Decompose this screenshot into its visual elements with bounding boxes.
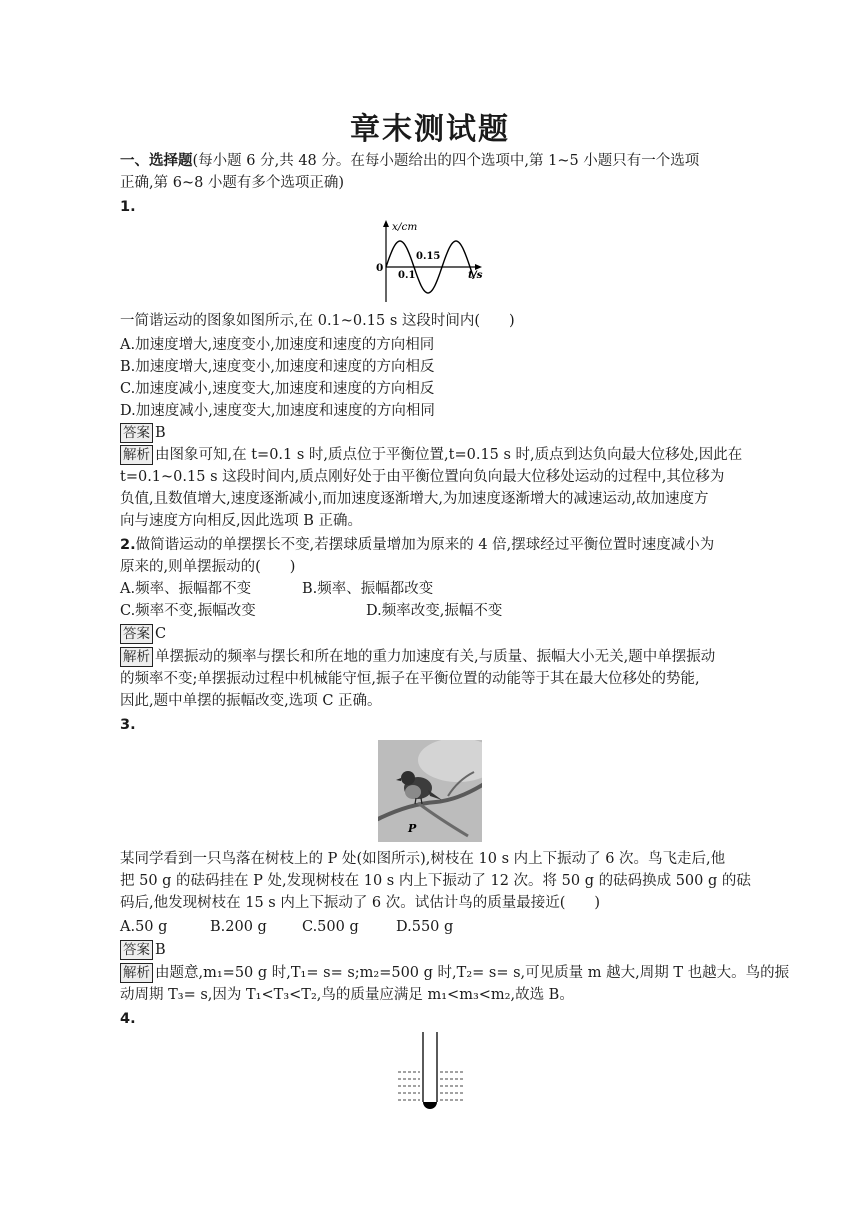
q1-option-a: A.加速度增大,速度变小,加速度和速度的方向相同 bbox=[120, 337, 435, 353]
analysis-tag: 解析 bbox=[120, 963, 153, 983]
q4-number: 4. bbox=[120, 1011, 136, 1027]
q3-answer bbox=[120, 939, 760, 961]
q2-stem-2: 原来的,则单摆振动的( ) bbox=[120, 559, 296, 575]
q2-options-row-1 bbox=[120, 578, 760, 600]
section-heading: 一、选择题 bbox=[120, 153, 193, 169]
q3-stem-3: 码后,他发现树枝在 15 s 内上下振动了 6 次。试估计鸟的质量最接近( ) bbox=[120, 895, 601, 911]
q3-stem-1: 某同学看到一只鸟落在树枝上的 P 处(如图所示),树枝在 10 s 内上下振动了 6 次。鸟飞走后,他 bbox=[120, 851, 726, 867]
point-p-label: P bbox=[408, 822, 417, 835]
q2-option-b: B.频率、振幅都改变 bbox=[302, 581, 434, 597]
answer-tag: 答案 bbox=[120, 940, 153, 960]
q1-option-b: B.加速度增大,速度变小,加速度和速度的方向相反 bbox=[120, 359, 435, 375]
q1-number: 1. bbox=[120, 199, 136, 215]
y-axis-label: x/cm bbox=[392, 221, 418, 233]
q1-sine-graph bbox=[372, 218, 492, 304]
answer-tag: 答案 bbox=[120, 624, 153, 644]
q2-option-c: C.频率不变,振幅改变 bbox=[120, 603, 256, 619]
q2-answer bbox=[120, 623, 760, 645]
q3-option-d: D.550 g bbox=[396, 919, 454, 935]
tick-0-15: 0.15 bbox=[416, 251, 441, 262]
q1-answer-value: B bbox=[155, 425, 166, 441]
q1-analysis-3: 负值,且数值增大,速度逐渐减小,而加速度逐渐增大,为加速度逐渐增大的减速运动,故加速度方 bbox=[120, 491, 709, 507]
q3-number: 3. bbox=[120, 717, 136, 733]
section-header bbox=[120, 150, 760, 172]
liquid-surface-lines bbox=[398, 1072, 464, 1100]
bird-photo bbox=[378, 740, 482, 842]
q1-analysis-1: 解析 由图象可知,在 t=0.1 s 时,质点位于平衡位置,t=0.15 s 时,质点到达负向最大位移处,因此在 bbox=[120, 444, 760, 466]
section-desc-1: (每小题 6 分,共 48 分。在每小题给出的四个选项中,第 1~5 小题只有一个选项 bbox=[192, 153, 700, 169]
q3-option-a: A.50 g bbox=[120, 919, 168, 935]
q1-answer bbox=[120, 422, 760, 444]
bird-on-branch-illustration bbox=[378, 740, 482, 842]
q3-option-b: B.200 g bbox=[210, 919, 267, 935]
q2-option-d: D.频率改变,振幅不变 bbox=[366, 603, 503, 619]
q3-option-c: C.500 g bbox=[302, 919, 359, 935]
answer-tag: 答案 bbox=[120, 423, 153, 443]
q3-answer-value: B bbox=[155, 942, 166, 958]
q2-analysis-2: 的频率不变;单摆振动过程中机械能守恒,振子在平衡位置的动能等于其在最大位移处的势能, bbox=[120, 671, 700, 687]
origin-label: 0 bbox=[376, 262, 384, 274]
q1-option-c: C.加速度减小,速度变大,加速度和速度的方向相反 bbox=[120, 381, 435, 397]
q1-option-d: D.加速度减小,速度变大,加速度和速度的方向相同 bbox=[120, 403, 435, 419]
q3-analysis-1: 解析 由题意,m₁=50 g 时,T₁= s= s;m₂=500 g 时,T₂= s= s,可见质量 m 越大,周期 T 也越大。鸟的振 bbox=[120, 962, 760, 984]
tick-0-1: 0.1 bbox=[398, 270, 416, 281]
q2-answer-value: C bbox=[155, 626, 167, 642]
q2-options-row-2 bbox=[120, 600, 760, 622]
q3-options bbox=[120, 916, 760, 938]
q2-analysis-3: 因此,题中单摆的振幅改变,选项 C 正确。 bbox=[120, 693, 382, 709]
q1-analysis-2: t=0.1~0.15 s 这段时间内,质点刚好处于由平衡位置向负向最大位移处运动的过程中,其位移为 bbox=[120, 469, 725, 485]
y-axis-arrow bbox=[383, 220, 389, 227]
q3-stem-2: 把 50 g 的砝码挂在 P 处,发现树枝在 10 s 内上下振动了 12 次。将 50 g 的砝码换成 500 g 的砝 bbox=[120, 873, 751, 889]
analysis-tag: 解析 bbox=[120, 445, 153, 465]
analysis-tag: 解析 bbox=[120, 647, 153, 667]
q1-stem: 一简谐运动的图象如图所示,在 0.1~0.15 s 这段时间内( ) bbox=[120, 313, 515, 329]
q2-option-a: A.频率、振幅都不变 bbox=[120, 581, 252, 597]
q2-stem-1: 2.做简谐运动的单摆摆长不变,若摆球质量增加为原来的 4 倍,摆球经过平衡位置时速度减小为 bbox=[120, 537, 715, 553]
x-axis-label: t/s bbox=[468, 269, 483, 281]
q1-analysis-4: 向与速度方向相反,因此选项 B 正确。 bbox=[120, 513, 362, 529]
q4-tube-in-liquid-figure bbox=[396, 1030, 466, 1112]
q3-analysis-2: 动周期 T₃= s,因为 T₁<T₃<T₂,鸟的质量应满足 m₁<m₃<m₂,故选 B。 bbox=[120, 987, 574, 1003]
q2-analysis-1: 解析 单摆振动的频率与摆长和所在地的重力加速度有关,与质量、振幅大小无关,题中单摆振动 bbox=[120, 646, 760, 668]
tube-bottom-weight bbox=[423, 1102, 437, 1109]
section-desc-2: 正确,第 6~8 小题有多个选项正确) bbox=[120, 175, 345, 191]
page-title: 章末测试题 bbox=[350, 112, 510, 147]
